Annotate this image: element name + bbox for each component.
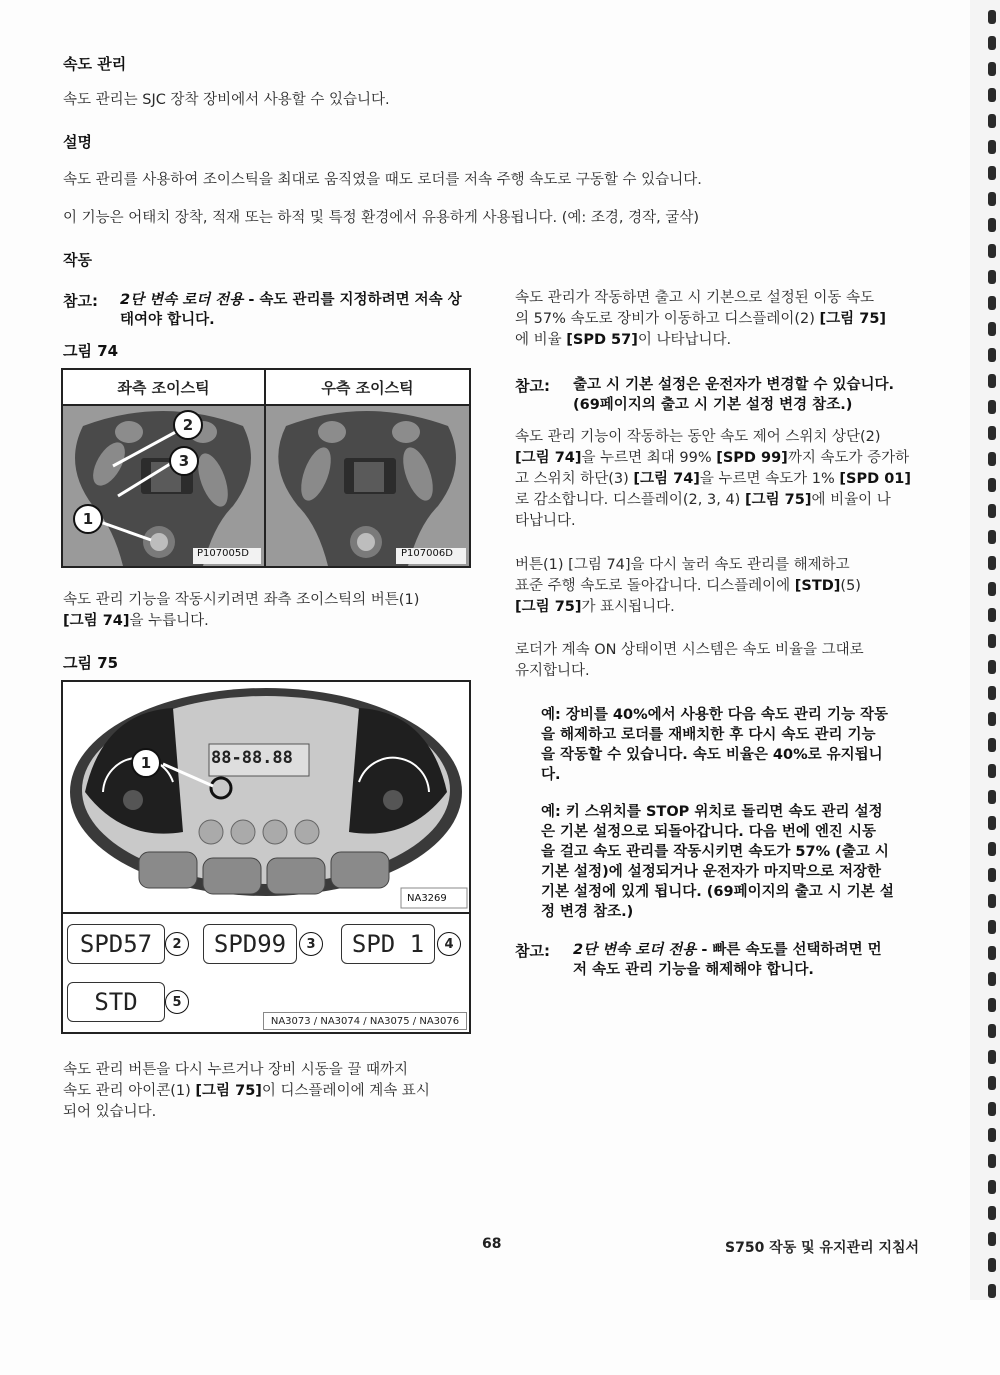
note2-line1: 출고 시 기본 설정은 운전자가 변경할 수 있습니다.: [573, 377, 894, 393]
intro-text: 속도 관리는 SJC 장착 장비에서 사용할 수 있습니다.: [63, 92, 390, 108]
note-text-3: [573, 940, 938, 980]
description-paragraph-2: 이 기능은 어태치 장착, 적재 또는 하적 및 특정 환경에서 유용하게 사용됩니다. (예: 조경, 경작, 굴삭): [63, 210, 700, 226]
binding-ring: [988, 608, 996, 622]
rp4-l2: 유지합니다.: [515, 663, 590, 679]
binding-ring: [988, 114, 996, 128]
right-paragraph-3: [515, 555, 935, 618]
figure-75-panel: [61, 680, 471, 914]
binding-ring: [988, 1024, 996, 1038]
binding-ring: [988, 556, 996, 570]
description-heading: 설명: [63, 133, 92, 151]
binding-ring: [988, 1102, 996, 1116]
rp2-l3a: 고 스위치 하단(3): [515, 471, 634, 487]
ex1-l2: 을 해제하고 로더를 재배치한 후 다시 속도 관리 기능: [541, 727, 876, 743]
binding-ring: [988, 192, 996, 206]
binding-ring: [988, 1232, 996, 1246]
rp2-l4c: 에 비율이 나: [811, 492, 891, 508]
right-paragraph-1: [515, 288, 935, 351]
binding-ring: [988, 166, 996, 180]
note3-rest2: 저 속도 관리 기능을 해제해야 합니다.: [573, 962, 814, 978]
callout-2: 2: [173, 410, 203, 440]
operation-heading: 작동: [63, 251, 92, 269]
figure-74-caption: 그림 74: [63, 342, 119, 360]
binding-ring: [988, 1206, 996, 1220]
callout-3: 3: [169, 446, 199, 476]
right-paragraph-4: [515, 640, 935, 682]
binding-ring: [988, 738, 996, 752]
binding-ring: [988, 452, 996, 466]
callout-1-panel: 1: [131, 748, 161, 778]
binding-ring: [988, 1284, 996, 1298]
display-spd01: SPD 1: [341, 924, 435, 964]
rp2-l2c: [SPD 99]: [716, 450, 788, 466]
note-label-1: 참고:: [63, 292, 98, 310]
icon-text-2a: 속도 관리 아이콘(1): [63, 1083, 196, 1099]
icon-text-3: 되어 있습니다.: [63, 1104, 157, 1120]
note3-italic: 2단 변속 로더 전용: [573, 942, 697, 958]
right-paragraph-2: [515, 427, 935, 532]
rp1-b-bold: [그림 75]: [819, 311, 887, 327]
binding-ring: [988, 140, 996, 154]
left-joystick-image: [63, 406, 264, 566]
binding-ring: [988, 1050, 996, 1064]
binding-ring: [988, 322, 996, 336]
binding-ring: [988, 842, 996, 856]
displays-code: NA3073 / NA3074 / NA3075 / NA3076: [263, 1012, 467, 1030]
ex1-l3: 을 작동할 수 있습니다. 속도 비율은 40%로 유지됩니: [541, 747, 883, 763]
rp1-a: 속도 관리가 작동하면 출고 시 기본으로 설정된 이동 속도: [515, 290, 875, 306]
callout-1: 1: [73, 504, 103, 534]
rp1-c-bold: [SPD 57]: [566, 332, 638, 348]
binding-ring: [988, 1258, 996, 1272]
icon-text-2b: [그림 75]: [195, 1083, 262, 1099]
icon-paragraph: [63, 1060, 473, 1123]
instrument-panel-image: [63, 682, 469, 912]
binding-ring: [988, 946, 996, 960]
left-joystick-label: 좌측 조이스틱: [63, 370, 266, 406]
description-paragraph-1: 속도 관리를 사용하여 조이스틱을 최대로 움직였을 때도 로더를 저속 주행 속도로 구동할 수 있습니다.: [63, 172, 702, 188]
binding-ring: [988, 36, 996, 50]
rp4-l1: 로더가 계속 ON 상태이면 시스템은 속도 비율을 그대로: [515, 642, 864, 658]
binding-ring: [988, 1180, 996, 1194]
ex2-l5: 기본 설정에 있게 됩니다. (69페이지의 출고 시 기본 설: [541, 884, 894, 900]
display-spd99: SPD99: [203, 924, 297, 964]
binding-ring: [988, 400, 996, 414]
binding-ring: [988, 1154, 996, 1168]
binding-ring: [988, 374, 996, 388]
binding-ring: [988, 1076, 996, 1090]
rp3-l2a: 표준 주행 속도로 돌아갑니다. 디스플레이에: [515, 578, 795, 594]
binding-ring: [988, 920, 996, 934]
spiral-binding: [970, 0, 1000, 1300]
rp3-l2b: [STD]: [794, 578, 841, 594]
display-std: STD: [67, 982, 165, 1022]
rp3-l3a: [그림 75]: [515, 599, 582, 615]
binding-ring: [988, 296, 996, 310]
binding-ring: [988, 62, 996, 76]
binding-ring: [988, 816, 996, 830]
note-text-1: [120, 290, 475, 330]
activate-ref: [그림 74]: [63, 613, 130, 629]
activate-paragraph: [63, 590, 473, 632]
rp3-l2c: (5): [840, 578, 861, 594]
manual-title: S750 작동 및 유지관리 지침서: [725, 1240, 920, 1256]
note2-line2: (69페이지의 출고 시 기본 설정 변경 참조.): [573, 397, 853, 413]
binding-ring: [988, 894, 996, 908]
panel-code: NA3269: [407, 893, 447, 904]
figure-75-caption: 그림 75: [63, 654, 119, 672]
display-spd57: SPD57: [67, 924, 165, 964]
rp2-l4b: [그림 75]: [744, 492, 812, 508]
rp1-b: 의 57% 속도로 장비가 이동하고 디스플레이(2): [515, 311, 820, 327]
binding-ring: [988, 348, 996, 362]
right-joystick-image: [266, 406, 469, 566]
ex2-l6: 정 변경 참조.): [541, 904, 634, 920]
binding-ring: [988, 218, 996, 232]
ex1-l1: 예: 장비를 40%에서 사용한 다음 속도 관리 기능 작동: [541, 707, 889, 723]
rp3-l3b: 가 표시됩니다.: [581, 599, 675, 615]
binding-ring: [988, 478, 996, 492]
callout-4-display: 4: [437, 932, 461, 956]
figure-74: [61, 368, 471, 568]
callout-2-display: 2: [165, 932, 189, 956]
ex2-l1: 예: 키 스위치를 STOP 위치로 돌리면 속도 관리 설정: [541, 804, 883, 820]
binding-ring: [988, 426, 996, 440]
rp2-l2d: 까지 속도가 증가하: [787, 450, 910, 466]
page-title: 속도 관리: [63, 55, 127, 73]
binding-ring: [988, 764, 996, 778]
activate-end: 을 누릅니다.: [129, 613, 209, 629]
example-2: [541, 802, 936, 922]
note-italic-1: 2단 변속 로더 전용: [120, 292, 244, 308]
binding-ring: [988, 88, 996, 102]
rp2-l3d: [SPD 01]: [839, 471, 912, 487]
activate-text: 속도 관리 기능을 작동시키려면 좌측 조이스틱의 버튼(1): [63, 592, 420, 608]
binding-ring: [988, 712, 996, 726]
rp1-c-pre: 에 비율: [515, 332, 567, 348]
note-label-3: 참고:: [515, 942, 550, 960]
binding-ring: [988, 504, 996, 518]
binding-ring: [988, 244, 996, 258]
binding-ring: [988, 660, 996, 674]
binding-ring: [988, 1128, 996, 1142]
note-rest-1: - 속도 관리를 지정하려면 저속 상태여야 합니다.: [120, 292, 462, 328]
binding-ring: [988, 972, 996, 986]
lcd-readout: 88-88.88: [211, 748, 293, 768]
binding-ring: [988, 582, 996, 596]
binding-ring: [988, 530, 996, 544]
right-joystick-code: P107006D: [401, 548, 453, 559]
rp2-l2b: 을 누르면 최대 99%: [581, 450, 717, 466]
right-joystick-label: 우측 조이스틱: [266, 370, 469, 406]
rp1-c-post: 이 나타납니다.: [637, 332, 732, 348]
rp2-l2a: [그림 74]: [515, 450, 582, 466]
note3-rest1: - 빠른 속도를 선택하려면 먼: [696, 942, 882, 958]
note-text-2: [573, 375, 938, 415]
rp2-l5: 타납니다.: [515, 513, 576, 529]
rp2-l4a: 로 감소합니다. 디스플레이(2, 3, 4): [515, 492, 745, 508]
rp2-l3c: 을 누르면 속도가 1%: [699, 471, 840, 487]
binding-ring: [988, 270, 996, 284]
rp2-l3b: [그림 74]: [633, 471, 700, 487]
binding-ring: [988, 634, 996, 648]
binding-ring: [988, 868, 996, 882]
binding-ring: [988, 790, 996, 804]
callout-5-display: 5: [165, 990, 189, 1014]
example-1: [541, 705, 936, 785]
binding-ring: [988, 998, 996, 1012]
speed-displays: [61, 912, 471, 1034]
callout-3-display: 3: [299, 932, 323, 956]
ex1-l4: 다.: [541, 767, 561, 783]
left-joystick-code: P107005D: [197, 548, 249, 559]
icon-text-2c: 이 디스플레이에 계속 표시: [261, 1083, 430, 1099]
note-label-2: 참고:: [515, 377, 550, 395]
binding-ring: [988, 10, 996, 24]
binding-ring: [988, 686, 996, 700]
ex2-l4: 기본 설정)에 설정되거나 운전자가 마지막으로 저장한: [541, 864, 882, 880]
ex2-l3: 을 걸고 속도 관리를 작동시키면 속도가 57% (출고 시: [541, 844, 889, 860]
rp2-l1: 속도 관리 기능이 작동하는 동안 속도 제어 스위치 상단(2): [515, 429, 881, 445]
ex2-l2: 은 기본 설정으로 되돌아갑니다. 다음 번에 엔진 시동: [541, 824, 876, 840]
page-number: 68: [482, 1236, 502, 1252]
icon-text-1: 속도 관리 버튼을 다시 누르거나 장비 시동을 끌 때까지: [63, 1062, 409, 1078]
rp3-l1: 버튼(1) [그림 74]을 다시 눌러 속도 관리를 해제하고: [515, 557, 850, 573]
